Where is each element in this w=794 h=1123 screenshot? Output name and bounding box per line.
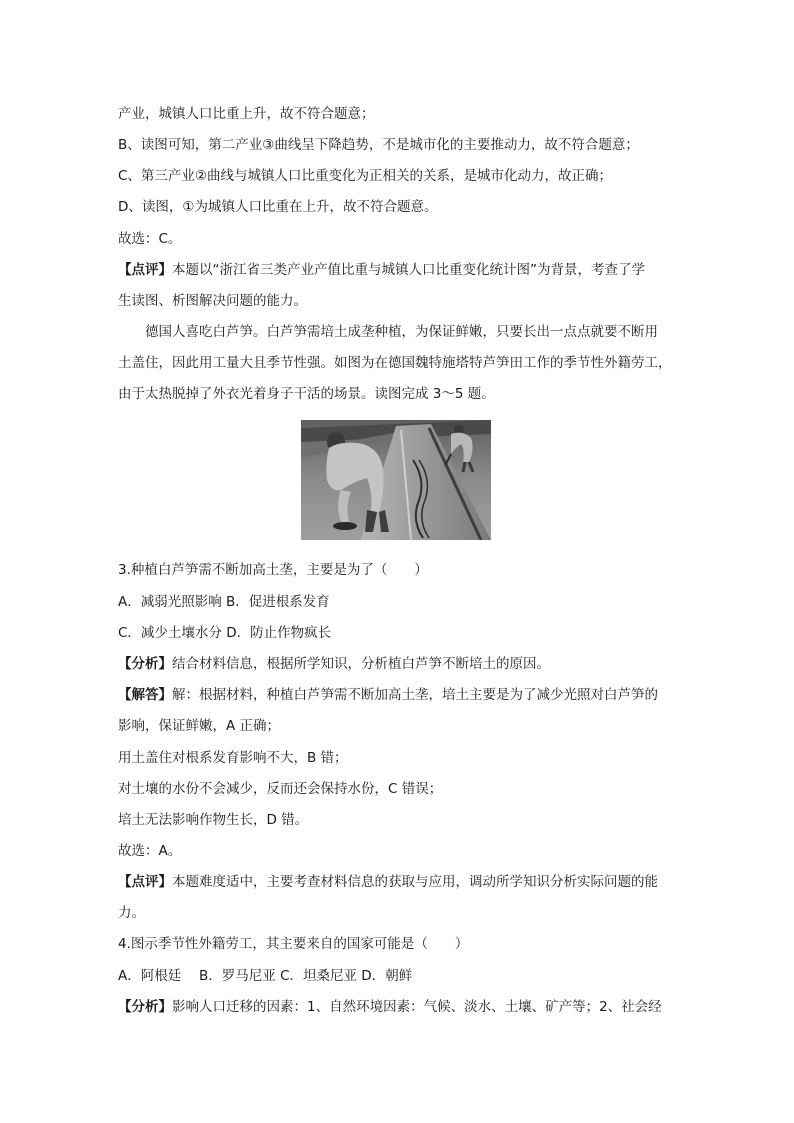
text-line: 用土盖住对根系发育影响不大，B 错；	[118, 750, 348, 766]
analysis-tag: 【分析】	[118, 656, 172, 672]
text-line: 产业，城镇人口比重上升，故不符合题意；	[118, 106, 375, 122]
text-line: 故选：A。	[118, 843, 182, 859]
comment-line: 【点评】本题以“浙江省三类产业产值比重与城镇人口比重变化统计图”为背景，考查了学	[118, 262, 645, 278]
text-line: D、读图，①为城镇人口比重在上升，故不符合题意。	[118, 199, 438, 215]
text-line: 生读图、析图解决问题的能力。	[118, 293, 307, 309]
option-line: A．阿根廷 B．罗马尼亚 C．坦桑尼亚 D．朝鲜	[118, 968, 413, 984]
text-line: C、第三产业②曲线与城镇人口比重变化为正相关的关系，是城市化动力，故正确；	[118, 168, 613, 184]
analysis-line: 【分析】结合材料信息，根据所学知识，分析植白芦笋不断培土的原因。	[118, 656, 550, 672]
question-title: 3.种植白芦笋需不断加高土垄，主要是为了（ ）	[118, 562, 428, 578]
text-line: 对土壤的水份不会减少，反而还会保持水份，C 错误；	[118, 781, 443, 797]
analysis-line: 【分析】影响人口迁移的因素：1、自然环境因素：气候、淡水、土壤、矿产等；2、社会经	[118, 999, 662, 1015]
comment-tag: 【点评】	[118, 874, 172, 890]
comment-tag: 【点评】	[118, 262, 172, 278]
question-title: 4.图示季节性外籍劳工，其主要来自的国家可能是（ ）	[118, 936, 469, 952]
material-line: 土盖住，因此用工量大且季节性强。如图为在德国魏特施塔特芦笋田工作的季节性外籍劳工，	[118, 355, 672, 371]
comment-line: 【点评】本题难度适中，主要考查材料信息的获取与应用，调动所学知识分析实际问题的能	[118, 874, 658, 890]
asparagus-field-photo	[301, 420, 491, 540]
text-line: 影响，保证鲜嫩，A 正确；	[118, 718, 281, 734]
text-line: 培土无法影响作物生长，D 错。	[118, 812, 309, 828]
text-line: B、读图可知，第二产业③曲线呈下降趋势，不是城市化的主要推动力，故不符合题意；	[118, 137, 639, 153]
answer-tag: 【解答】	[118, 687, 172, 703]
option-line: C．减少土壤水分 D．防止作物疯长	[118, 625, 332, 641]
text-line: 故选：C。	[118, 231, 182, 247]
option-line: A．减弱光照影响 B．促进根系发育	[118, 594, 330, 610]
material-line: 由于太热脱掉了外衣光着身子干活的场景。读图完成 3～5 题。	[118, 386, 495, 402]
answer-line: 【解答】解：根据材料，种植白芦笋需不断加高土垄，培土主要是为了减少光照对白芦笋的	[118, 687, 658, 703]
analysis-tag: 【分析】	[118, 999, 172, 1015]
text-line: 力。	[118, 905, 145, 921]
material-line: 德国人喜吃白芦笋。白芦笋需培土成垄种植，为保证鲜嫩，只要长出一点点就要不断用	[145, 324, 658, 340]
